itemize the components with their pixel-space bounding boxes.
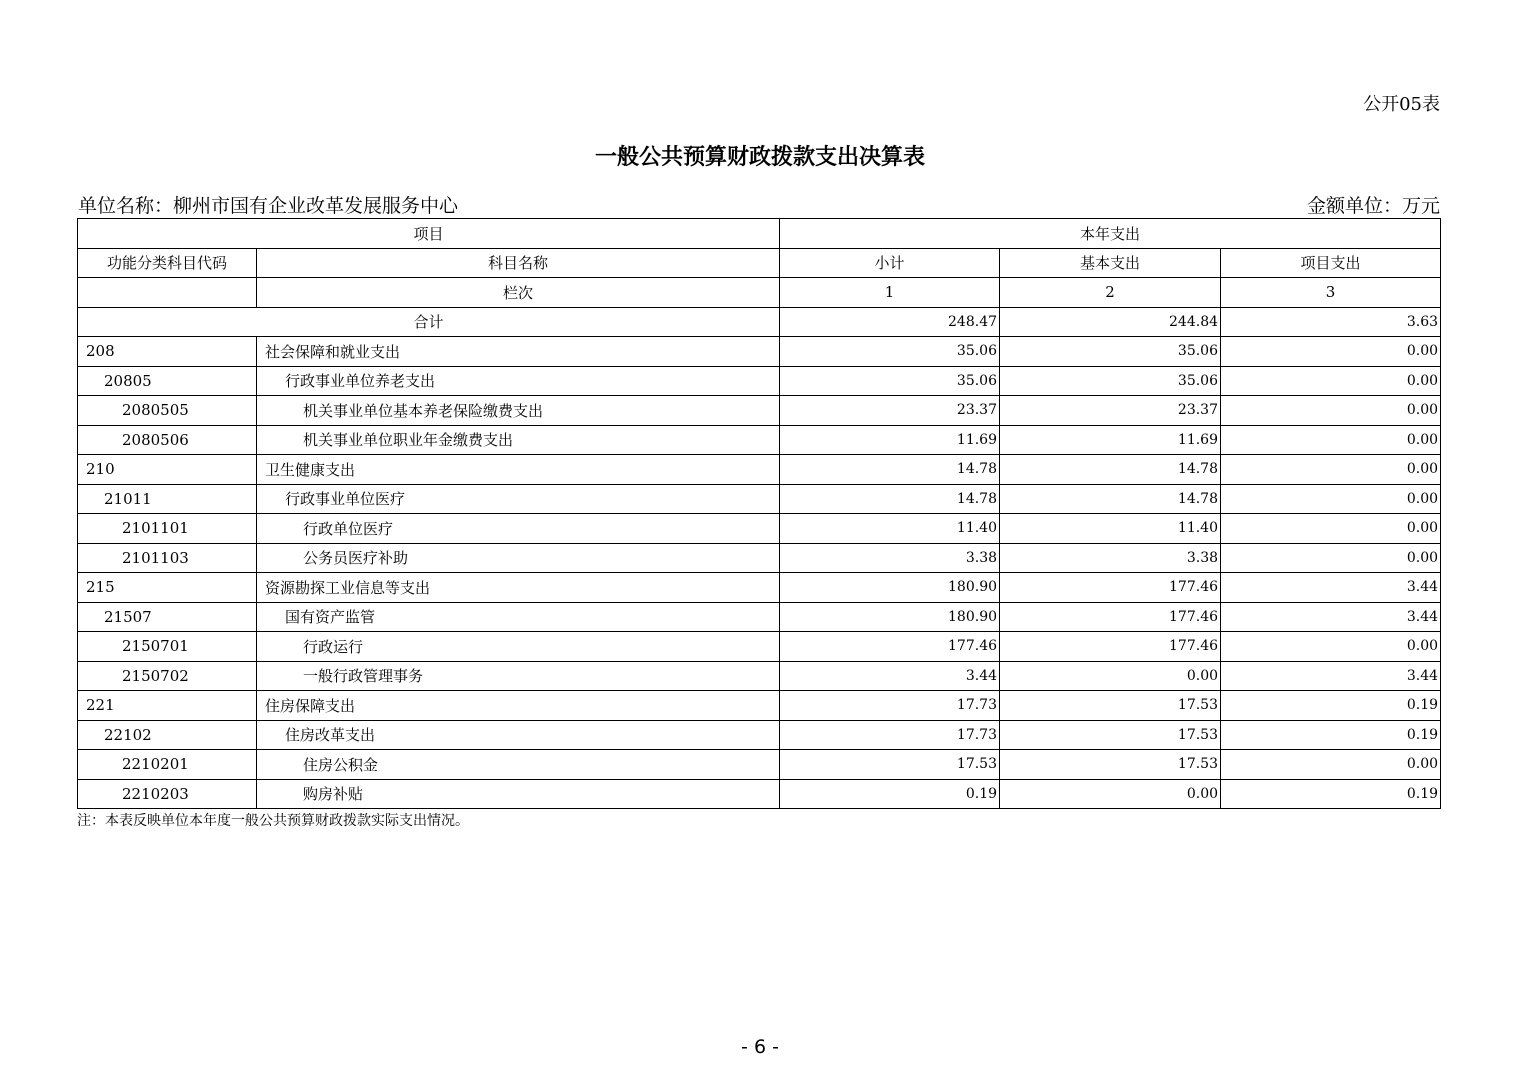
row-name: 行政运行 [257, 632, 780, 662]
header-name: 科目名称 [257, 248, 780, 278]
row-code: 2080506 [78, 425, 257, 455]
row-basic: 35.06 [1000, 366, 1221, 396]
table-row [78, 573, 1441, 603]
row-project: 0.19 [1221, 779, 1441, 809]
row-name: 行政事业单位养老支出 [257, 366, 780, 396]
row-code: 2150701 [78, 632, 257, 662]
table-row [78, 455, 1441, 485]
budget-table [77, 218, 1441, 809]
header-empty-cell [78, 278, 257, 308]
row-subtotal: 17.73 [780, 691, 1000, 721]
row-subtotal: 17.73 [780, 720, 1000, 750]
row-basic: 17.53 [1000, 750, 1221, 780]
row-project: 0.00 [1221, 632, 1441, 662]
row-subtotal: 3.38 [780, 543, 1000, 573]
table-row [78, 779, 1441, 809]
row-basic: 14.78 [1000, 455, 1221, 485]
table-row [78, 514, 1441, 544]
total-project: 3.63 [1221, 307, 1441, 337]
header-col1: 1 [780, 278, 1000, 308]
row-subtotal: 177.46 [780, 632, 1000, 662]
total-label: 合计 [78, 307, 780, 337]
row-name: 住房公积金 [257, 750, 780, 780]
row-subtotal: 3.44 [780, 661, 1000, 691]
table-row [78, 661, 1441, 691]
header-current-year: 本年支出 [780, 219, 1441, 249]
table-row [78, 337, 1441, 367]
header-item: 项目 [78, 219, 780, 249]
row-project: 0.00 [1221, 543, 1441, 573]
row-name: 住房改革支出 [257, 720, 780, 750]
row-name: 国有资产监管 [257, 602, 780, 632]
row-project: 3.44 [1221, 602, 1441, 632]
amount-unit: 金额单位：万元 [1306, 195, 1440, 217]
row-name: 行政单位医疗 [257, 514, 780, 544]
table-row [78, 720, 1441, 750]
page-title: 一般公共预算财政拨款支出决算表 [594, 144, 925, 170]
row-subtotal: 17.53 [780, 750, 1000, 780]
row-subtotal: 180.90 [780, 573, 1000, 603]
row-basic: 177.46 [1000, 632, 1221, 662]
header-col3: 3 [1221, 278, 1441, 308]
row-basic: 11.69 [1000, 425, 1221, 455]
header-row-1 [78, 219, 1441, 249]
row-subtotal: 14.78 [780, 484, 1000, 514]
row-project: 0.19 [1221, 691, 1441, 721]
table-row [78, 396, 1441, 426]
row-code: 2210203 [78, 779, 257, 809]
table-row [78, 691, 1441, 721]
row-project: 0.00 [1221, 425, 1441, 455]
row-code: 221 [78, 691, 257, 721]
row-name: 社会保障和就业支出 [257, 337, 780, 367]
row-code: 2101101 [78, 514, 257, 544]
row-code: 21507 [78, 602, 257, 632]
row-project: 3.44 [1221, 573, 1441, 603]
unit-name: 单位名称：柳州市国有企业改革发展服务中心 [78, 195, 459, 217]
row-code: 210 [78, 455, 257, 485]
row-basic: 17.53 [1000, 720, 1221, 750]
header-row-3 [78, 278, 1441, 308]
row-project: 0.00 [1221, 337, 1441, 367]
row-project: 3.44 [1221, 661, 1441, 691]
row-code: 2080505 [78, 396, 257, 426]
row-basic: 3.38 [1000, 543, 1221, 573]
total-subtotal: 248.47 [780, 307, 1000, 337]
row-basic: 11.40 [1000, 514, 1221, 544]
row-basic: 17.53 [1000, 691, 1221, 721]
header-col2: 2 [1000, 278, 1221, 308]
row-code: 2101103 [78, 543, 257, 573]
row-code: 2210201 [78, 750, 257, 780]
row-basic: 0.00 [1000, 661, 1221, 691]
table-row [78, 425, 1441, 455]
total-basic: 244.84 [1000, 307, 1221, 337]
row-code: 21011 [78, 484, 257, 514]
row-subtotal: 180.90 [780, 602, 1000, 632]
row-code: 20805 [78, 366, 257, 396]
row-subtotal: 11.40 [780, 514, 1000, 544]
row-basic: 23.37 [1000, 396, 1221, 426]
table-row [78, 543, 1441, 573]
row-code: 22102 [78, 720, 257, 750]
table-row [78, 750, 1441, 780]
row-basic: 177.46 [1000, 602, 1221, 632]
header-basic: 基本支出 [1000, 248, 1221, 278]
row-name: 卫生健康支出 [257, 455, 780, 485]
row-project: 0.19 [1221, 720, 1441, 750]
total-row [78, 307, 1441, 337]
row-name: 资源勘探工业信息等支出 [257, 573, 780, 603]
row-name: 机关事业单位基本养老保险缴费支出 [257, 396, 780, 426]
table-note: 注：本表反映单位本年度一般公共预算财政拨款实际支出情况。 [77, 813, 469, 829]
table-row [78, 366, 1441, 396]
table-row [78, 602, 1441, 632]
row-project: 0.00 [1221, 484, 1441, 514]
row-project: 0.00 [1221, 396, 1441, 426]
row-project: 0.00 [1221, 750, 1441, 780]
row-code: 2150702 [78, 661, 257, 691]
row-name: 一般行政管理事务 [257, 661, 780, 691]
row-name: 行政事业单位医疗 [257, 484, 780, 514]
header-project: 项目支出 [1221, 248, 1441, 278]
row-subtotal: 23.37 [780, 396, 1000, 426]
page-number: - 6 - [741, 1036, 779, 1058]
row-basic: 0.00 [1000, 779, 1221, 809]
row-project: 0.00 [1221, 366, 1441, 396]
row-subtotal: 35.06 [780, 366, 1000, 396]
table-row [78, 484, 1441, 514]
row-name: 公务员医疗补助 [257, 543, 780, 573]
header-code: 功能分类科目代码 [78, 248, 257, 278]
row-basic: 177.46 [1000, 573, 1221, 603]
row-name: 机关事业单位职业年金缴费支出 [257, 425, 780, 455]
row-subtotal: 14.78 [780, 455, 1000, 485]
row-name: 购房补贴 [257, 779, 780, 809]
header-row-2 [78, 248, 1441, 278]
form-number: 公开05表 [1363, 94, 1440, 115]
row-code: 215 [78, 573, 257, 603]
table-row [78, 632, 1441, 662]
header-subtotal: 小计 [780, 248, 1000, 278]
row-name: 住房保障支出 [257, 691, 780, 721]
row-subtotal: 0.19 [780, 779, 1000, 809]
row-project: 0.00 [1221, 514, 1441, 544]
row-subtotal: 11.69 [780, 425, 1000, 455]
row-project: 0.00 [1221, 455, 1441, 485]
row-code: 208 [78, 337, 257, 367]
header-col-label: 栏次 [257, 278, 780, 308]
row-subtotal: 35.06 [780, 337, 1000, 367]
row-basic: 14.78 [1000, 484, 1221, 514]
row-basic: 35.06 [1000, 337, 1221, 367]
